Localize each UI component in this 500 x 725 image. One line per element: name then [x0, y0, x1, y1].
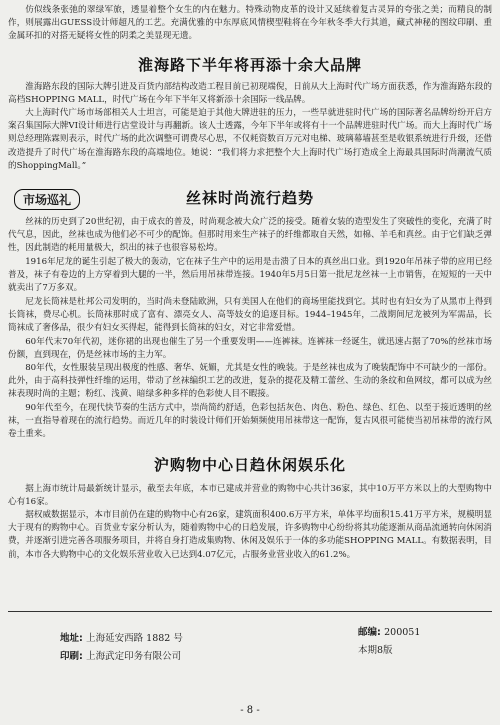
- footer-postcode: [358, 624, 420, 638]
- printer-label: 印刷:: [60, 651, 83, 662]
- article2-paragraph-4: 80年代，女性服装呈现出极度的性感、奢华、妩媚，尤其是女性的晚装。于是丝袜也成为了晚装配饰中不可缺少的一部份。此外，由于高科技弹性纤维的运用，带动了丝袜编织工艺的改进，复杂的提花及精工蕾丝、生动的条纹和鱼网纹，都可以成为丝袜表现时尚的主题；粉红、浅黄、暗绿多种多样的色彩使人目不暇接。: [8, 363, 492, 400]
- postcode-label: 邮编:: [358, 627, 381, 638]
- intro-paragraph: 仿似线条张弛的翠绿军旅，透显着整个女生的内在魅力。特殊动物皮革的设计又延续着复古灵异的夸张之美；而精良的制作，则展露出GUESS设计师超凡的工艺。充满优雅的中东厚底风情楔型鞋将在今年秋冬季大行其道，藏式神秘的图纹印刷、重金属环扣的对搭无疑将女性的阴柔之美显现无遗。: [8, 5, 492, 42]
- article2-paragraph-6: 90年代至今，在现代快节奏的生活方式中，崇尚简约舒适，色彩包括灰色、肉色、粉色、绿色、红色、以至于接近透明的丝袜，一直指导着现在的流行趋势。而近几年的时装设计师们开始频频使用吊袜带这一配饰，复古风很可能使当初吊袜带的流行风卷土重来。: [8, 403, 492, 440]
- article2-paragraph-2: 1916年尼龙的诞生引起了极大的轰动，它在袜子生产中的运用是击溃了日本的真丝出口业。到1920年吊袜子带的应用已经普及，袜子有卷边的上方穿着到大腿的一半，然后用吊袜带连接。1940年5月5日第一批尼龙丝袜一上市销售，在短短的一天中就卖出了7万多双。: [8, 257, 492, 294]
- footer-address: [60, 630, 183, 644]
- address-label: 地址:: [60, 633, 83, 644]
- article2-paragraph-1: 丝袜的历史到了20世纪初，由于成衣的普及，时尚观念被大众广泛的接受。随着女装的造型发生了突破性的变化，充满了时代气息，因此，丝袜也成为他们必不可少的配饰。但那时用来生产袜子的纤维都取自天然，如棉、羊毛和真丝。由于它们缺乏弹性，因此制造的耗用量极大，织出的袜子也很容易松垮。: [8, 217, 492, 254]
- article3-headline: 沪购物中心日趋休闲娱乐化: [153, 456, 346, 474]
- article2-paragraph-5: 60年代末70年代初，迷你裙的出现也催生了另一个重要发明——连裤袜。连裤袜一经诞生，就迅速占据了70%的丝袜市场份额，直到现在，仍是丝袜市场的主力军。: [8, 337, 492, 361]
- postcode-value: 200051: [384, 627, 421, 638]
- article1-paragraph-2: 大上海时代广场市场部相关人士坦言，可能是迫于其他大牌进驻的压力，一些早就进驻时代广场的国际著名品牌纷纷开启方案召集国际大牌VI设计师进行店堂设计与再翻新。该人士透露，今年下半年或将有十一个品牌进驻时代广场。而大上海时代广场则总经理陈霖则表示，时代广场的此次调整可谓费尽心思，不仅耗资数百万元对电梯、玻璃幕墙甚至是收银系统进行升级，还借改造提升了时代广场在淮海路东段的高端地位。她说：“我们将力求把整个大上海时代广场打造成全上海最具国际时尚潮流气质的ShoppingMall。”: [8, 108, 492, 171]
- section-tag-market-tour: 市场巡礼: [14, 189, 80, 210]
- page-number: - 8 -: [240, 705, 260, 716]
- article1-paragraph-1: 淮海路东段的国际大牌引进及百货内部结构改造工程目前已初现端倪，日前从大上海时代广场方面获悉，作为淮海路东段的高档SHOPPING MALL，时代广场在今年下半年又将新添十余国际一线品牌。: [8, 82, 492, 106]
- article3-paragraph-1: 据上海市统计局最新统计显示，截至去年底，本市已建成并营业的购物中心共计36家，其中10万平方米以上的大型购物中心有16家。: [8, 484, 492, 508]
- article2-paragraph-3: 尼龙长筒袜是杜邦公司发明的，当时尚未登陆欧洲，只有美国人在他们的商场里能找到它。其时也有妇女为了从黑市上得到长筒袜，费尽心机。长筒袜那时成了富有、漂亮女人、高等妓女的追逐目标。1944–1945年，二战期间尼龙被列为军需品，长筒袜成了奢侈品，很少有妇女买得起，能得到长筒袜的妇女，对它非常爱惜。: [8, 297, 492, 334]
- address-value: 上海延安西路 1882 号: [86, 633, 183, 644]
- printer-value: 上海武定印务有限公司: [86, 651, 182, 662]
- edition-value: 本期8版: [358, 645, 393, 656]
- article3-paragraph-2: 据权威数据显示，本市目前仍在建的购物中心有26家，建筑面积400.6万平方米，单体平均面积15.41万平方米，规模明显大于现有的购物中心。百货业专家分析认为，随着购物中心的日趋发展，许多购物中心纷纷将其功能逐渐从商品流通转向休闲消费，并逐渐引进完善各项服务项目，并将自身打造成集购物、休闲及娱乐于一体的多功能SHOPPING MALL。有数据表明，目前，本市各大购物中心的文化娱乐营业收入已达到4.07亿元，占服务业营业收入的61.2%。: [8, 510, 492, 560]
- footer-printer: [60, 648, 181, 662]
- article2-headline: 丝袜时尚流行趋势: [185, 189, 314, 207]
- article1-headline: 淮海路下半年将再添十余大品牌: [137, 56, 362, 74]
- footer-divider: [8, 611, 492, 612]
- footer-edition: [358, 642, 393, 656]
